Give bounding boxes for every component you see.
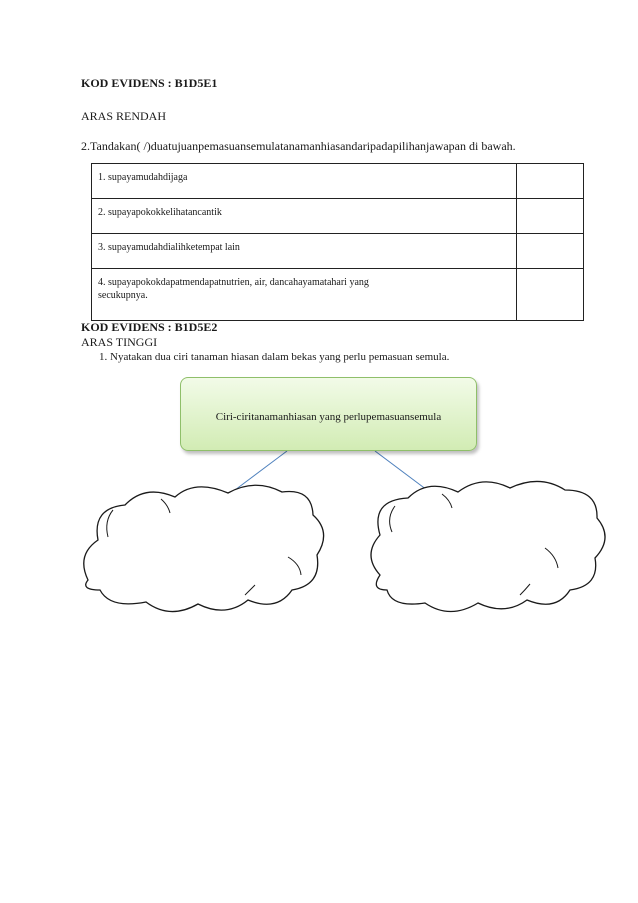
cloud-answer-right[interactable]	[371, 481, 605, 611]
option-text: 3. supayamudahdialihketempat lain	[92, 234, 517, 269]
connector-line-left	[235, 451, 287, 490]
option-text: 1. supayamudahdijaga	[92, 164, 517, 199]
evidence-code-2: KOD EVIDENS : B1D5E2	[81, 320, 218, 334]
evidence-code-1: KOD EVIDENS : B1D5E1	[81, 76, 218, 90]
question-tick: 2.Tandakan( /)duatujuanpemasuansemulatanamanhiasandaripadapilihanjawapan di bawah.	[81, 139, 516, 153]
option-text: 2. supayapokokkelihatancantik	[92, 199, 517, 234]
level-low: ARAS RENDAH	[81, 109, 167, 123]
concept-box	[180, 377, 477, 451]
concept-label: Ciri-ciritanamanhiasan yang perlupemasuansemula	[215, 411, 442, 423]
level-high: ARAS TINGGI	[81, 335, 158, 349]
option-text-line: secukupnya.	[98, 290, 148, 301]
question-state: 1. Nyatakan dua ciri tanaman hiasan dalam bekas yang perlu pemasuan semula.	[99, 351, 450, 363]
connector-line-right	[375, 451, 427, 490]
cloud-answer-left[interactable]	[84, 485, 324, 611]
option-text-line: 4. supayapokokdapatmendapatnutrien, air, dancahayamatahari yang	[98, 277, 369, 288]
